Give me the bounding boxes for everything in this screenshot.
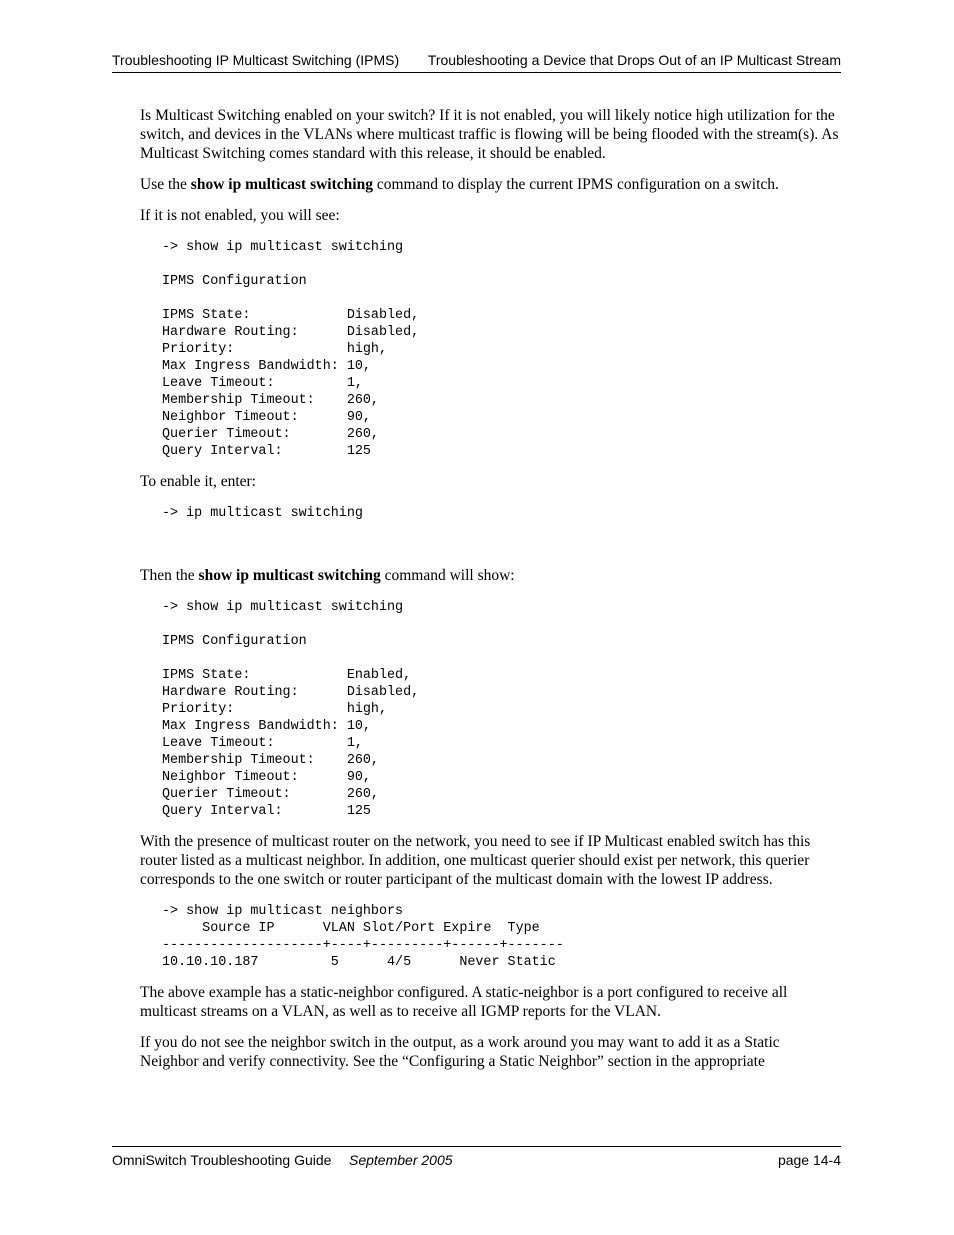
code-block-enable-command: -> ip multicast switching <box>162 506 363 521</box>
footer-date: September 2005 <box>349 1152 453 1168</box>
page-footer <box>112 1146 841 1175</box>
header-chapter-title: Troubleshooting IP Multicast Switching (IPMS) <box>112 52 400 68</box>
paragraph-not-enabled: If it is not enabled, you will see: <box>140 207 340 224</box>
paragraph-multicast-router: With the presence of multicast router on the network, you need to see if IP Multicast enabled switch has this router listed as a multicast neighbor. In addition, one multicast querier should exist per network, this querier corresponds to the one switch or router participant of the multicast domain with the lowest IP address. <box>140 833 811 888</box>
header-section-title: Troubleshooting a Device that Drops Out of an IP Multicast Stream <box>427 52 841 68</box>
page-body <box>140 106 840 1071</box>
paragraph-then-show <box>140 566 840 585</box>
paragraph-work-around: If you do not see the neighbor switch in the output, as a work around you may want to add it as a Static Neighbor and verify connectivity. See the “Configuring a Static Neighbor” section in the appropriate <box>140 1034 780 1070</box>
text-run: Then the <box>140 567 199 584</box>
text-run: Use the <box>140 176 191 193</box>
text-run: command to display the current IPMS configuration on a switch. <box>372 176 779 193</box>
paragraph-use-command <box>140 175 840 194</box>
page-header <box>112 50 841 73</box>
paragraph-to-enable: To enable it, enter: <box>140 473 256 490</box>
code-block-enabled-output: -> show ip multicast switching IPMS Configuration IPMS State: Enabled, Hardware Routing: Disabled, Priority: high, Max Ingress Bandwidth: 10, Leave Timeout: 1, Membership Timeout: 260, Neighbor Timeout: 90, Querier Timeout: 260, Query Interval: 125 <box>162 600 420 819</box>
paragraph-intro: Is Multicast Switching enabled on your switch? If it is not enabled, you will likely notice high utilization for the switch, and devices in the VLANs where multicast traffic is flowing will be being flooded with the stream(s). As Multicast Switching comes standard with this release, it should be enabled. <box>140 107 839 162</box>
footer-page-number: page 14-4 <box>777 1152 841 1168</box>
text-run: command will show: <box>380 567 515 584</box>
paragraph-static-neighbor: The above example has a static-neighbor configured. A static-neighbor is a port configured to receive all multicast streams on a VLAN, as well as to receive all IGMP reports for the VLAN. <box>140 984 788 1020</box>
footer-guide-title: OmniSwitch Troubleshooting Guide <box>112 1152 332 1168</box>
command-name: show ip multicast switching <box>190 176 373 193</box>
code-block-neighbors: -> show ip multicast neighbors Source IP VLAN Slot/Port Expire Type --------------------+----+---------+------+------- 10.10.10.187 5 4/5 Never Static <box>162 904 564 970</box>
code-block-disabled-output: -> show ip multicast switching IPMS Configuration IPMS State: Disabled, Hardware Routing: Disabled, Priority: high, Max Ingress Bandwidth: 10, Leave Timeout: 1, Membership Timeout: 260, Neighbor Timeout: 90, Querier Timeout: 260, Query Interval: 125 <box>162 240 420 459</box>
command-name: show ip multicast switching <box>198 567 381 584</box>
